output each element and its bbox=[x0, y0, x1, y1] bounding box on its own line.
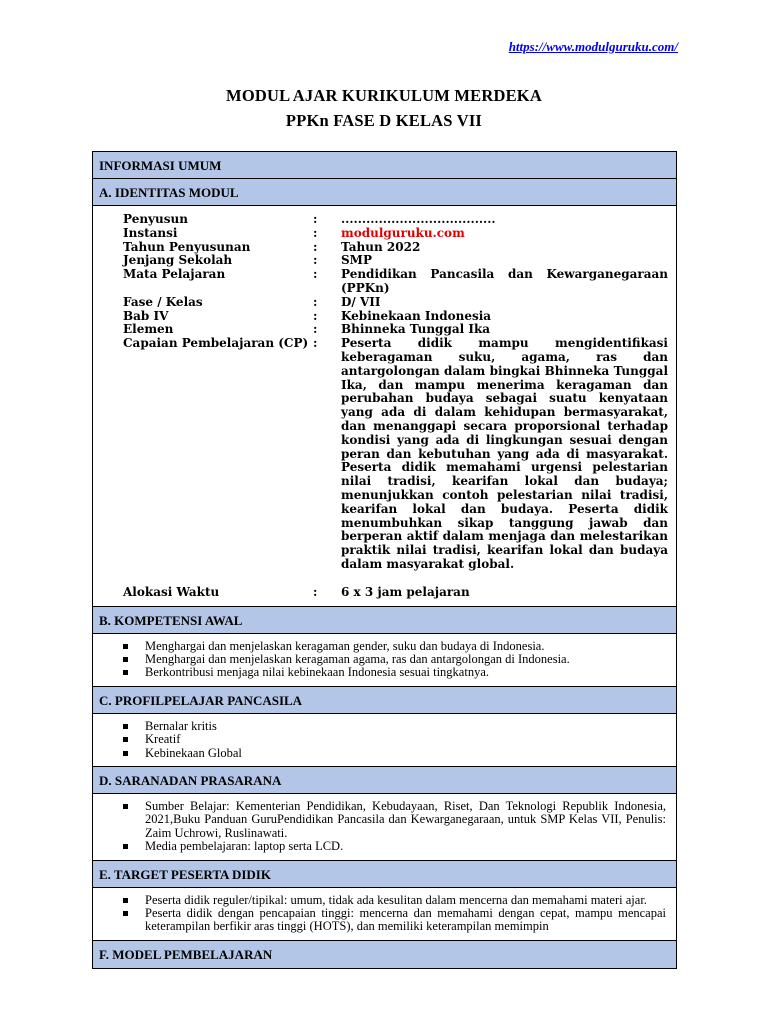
identity-colon: : bbox=[313, 253, 318, 268]
list-item: Sumber Belajar: Kementerian Pendidikan, Kebudayaan, Riset, Dan Teknologi Republik Indonesia, 2021,Buku Panduan GuruPendidikan Pancasila dan Kewarganegaraan, untuk SMP Kelas VII, Penulis: Zaim Uchrowi, Ruslinawati. bbox=[121, 800, 666, 840]
list-item: Menghargai dan menjelaskan keragaman gender, suku dan budaya di Indonesia. bbox=[121, 640, 666, 653]
title-line-2: PPKn FASE D KELAS VII bbox=[285, 111, 483, 130]
identity-colon: : bbox=[313, 322, 318, 337]
identity-label: Mata Pelajaran bbox=[123, 267, 226, 282]
profil-pelajar-content bbox=[93, 714, 676, 767]
identity-row-tahun bbox=[123, 241, 668, 255]
section-header-identitas: A. IDENTITAS MODUL bbox=[93, 179, 676, 206]
identity-value: 6 x 3 jam pelajaran bbox=[341, 584, 470, 599]
identity-value: Bhinneka Tunggal Ika bbox=[341, 322, 491, 337]
identity-label: Capaian Pembelajaran (CP) bbox=[123, 336, 309, 351]
identity-label: Tahun Penyusunan bbox=[123, 239, 251, 254]
sarana-list bbox=[93, 794, 676, 860]
list-item: Berkontribusi menjaga nilai kebinekaan Indonesia sesuai tingkatnya. bbox=[121, 666, 666, 679]
identity-row-instansi bbox=[123, 227, 668, 241]
identity-value: SMP bbox=[341, 253, 372, 268]
profil-pelajar-list bbox=[93, 714, 676, 766]
list-item: Menghargai dan menjelaskan keragaman agama, ras dan antargolongan di Indonesia. bbox=[121, 653, 666, 666]
section-header-target: E. TARGET PESERTA DIDIK bbox=[93, 861, 676, 888]
list-item: Bernalar kritis bbox=[121, 720, 666, 733]
identity-value: D/ VII bbox=[341, 294, 381, 309]
target-content bbox=[93, 888, 676, 941]
identity-value: Peserta didik mampu mengidentifikasi keberagaman suku, agama, ras dan antargolongan dalam bingkai Bhinneka Tunggal Ika, dan mampu menerima keragaman dan perubahan budaya sebagai suatu kenyataan yang ada di dalam kehidupan bermasyarakat, dan menanggapi secara proporsional terhadap kondisi yang ada di lingkungan sesuai dengan peran dan kebutuhan yang ada di masyarakat. Peserta didik memahami urgensi pelestarian nilai tradisi, kearifan lokal dan budaya; menunjukkan contoh pelestarian nilai tradisi, kearifan lokal dan budaya. Peserta didik menumbuhkan sikap tanggung jawab dan berperan aktif dalam menjaga dan melestarikan praktik nilai tradisi, kearifan lokal dan budaya dalam masyarakat global. bbox=[341, 336, 668, 571]
identity-value: Pendidikan Pancasila dan Kewarganegaraan (PPKn) bbox=[341, 267, 668, 295]
kompetensi-awal-list bbox=[93, 634, 676, 686]
section-header-sarana: D. SARANADAN PRASARANA bbox=[93, 767, 676, 794]
section-header-model: F. MODEL PEMBELAJARAN bbox=[93, 941, 676, 968]
identity-value: ..................................... bbox=[341, 212, 496, 226]
identity-colon: : bbox=[313, 584, 318, 599]
identity-label: Fase / Kelas bbox=[123, 294, 203, 309]
identity-row-fase bbox=[123, 296, 668, 310]
identity-row-jenjang bbox=[123, 254, 668, 268]
list-item: Peserta didik reguler/tipikal: umum, tidak ada kesulitan dalam mencerna dan memahami materi ajar. bbox=[121, 894, 666, 907]
source-url-link[interactable]: https://www.modulguruku.com/ bbox=[508, 39, 678, 54]
module-info-table bbox=[92, 151, 677, 969]
identity-colon: : bbox=[313, 294, 318, 309]
list-item: Media pembelajaran: laptop serta LCD. bbox=[121, 840, 666, 853]
sarana-content bbox=[93, 794, 676, 861]
identity-colon: : bbox=[313, 308, 318, 323]
identity-label: Bab IV bbox=[123, 308, 169, 323]
identity-label: Alokasi Waktu bbox=[123, 584, 220, 599]
identity-colon: : bbox=[313, 212, 318, 226]
identitas-content bbox=[93, 206, 676, 607]
target-list bbox=[93, 888, 676, 940]
section-header-informasi-umum: INFORMASI UMUM bbox=[93, 152, 676, 179]
list-item: Kreatif bbox=[121, 733, 666, 746]
identity-colon: : bbox=[313, 267, 318, 282]
list-item: Peserta didik dengan pencapaian tinggi: mencerna dan memahami dengan cepat, mampu mencapai keterampilan berfikir aras tinggi (HOTS), dan memiliki keterampilan memimpin bbox=[121, 907, 666, 934]
section-header-kompetensi-awal: B. KOMPETENSI AWAL bbox=[93, 607, 676, 634]
identity-colon: : bbox=[313, 225, 318, 240]
identity-row-alokasi bbox=[123, 586, 668, 600]
identity-colon: : bbox=[313, 239, 318, 254]
identity-label: Elemen bbox=[123, 322, 174, 337]
document-title bbox=[0, 84, 768, 133]
identity-row-penyusun bbox=[123, 213, 668, 227]
identity-row-bab bbox=[123, 310, 668, 324]
title-line-1: MODUL AJAR KURIKULUM MERDEKA bbox=[226, 86, 542, 105]
identity-row-mapel bbox=[123, 268, 668, 296]
identity-label: Penyusun bbox=[123, 212, 188, 226]
identity-row-elemen bbox=[123, 323, 668, 337]
identity-value: Tahun 2022 bbox=[341, 239, 421, 254]
kompetensi-awal-content bbox=[93, 634, 676, 687]
section-header-profil-pelajar: C. PROFILPELAJAR PANCASILA bbox=[93, 687, 676, 714]
identity-label: Jenjang Sekolah bbox=[123, 253, 233, 268]
identity-value: Kebinekaan Indonesia bbox=[341, 308, 492, 323]
identity-row-cp bbox=[123, 337, 668, 572]
list-item: Kebinekaan Global bbox=[121, 747, 666, 760]
identity-colon: : bbox=[313, 336, 318, 351]
identity-value: modulguruku.com bbox=[341, 225, 465, 240]
identity-label: Instansi bbox=[123, 225, 178, 240]
